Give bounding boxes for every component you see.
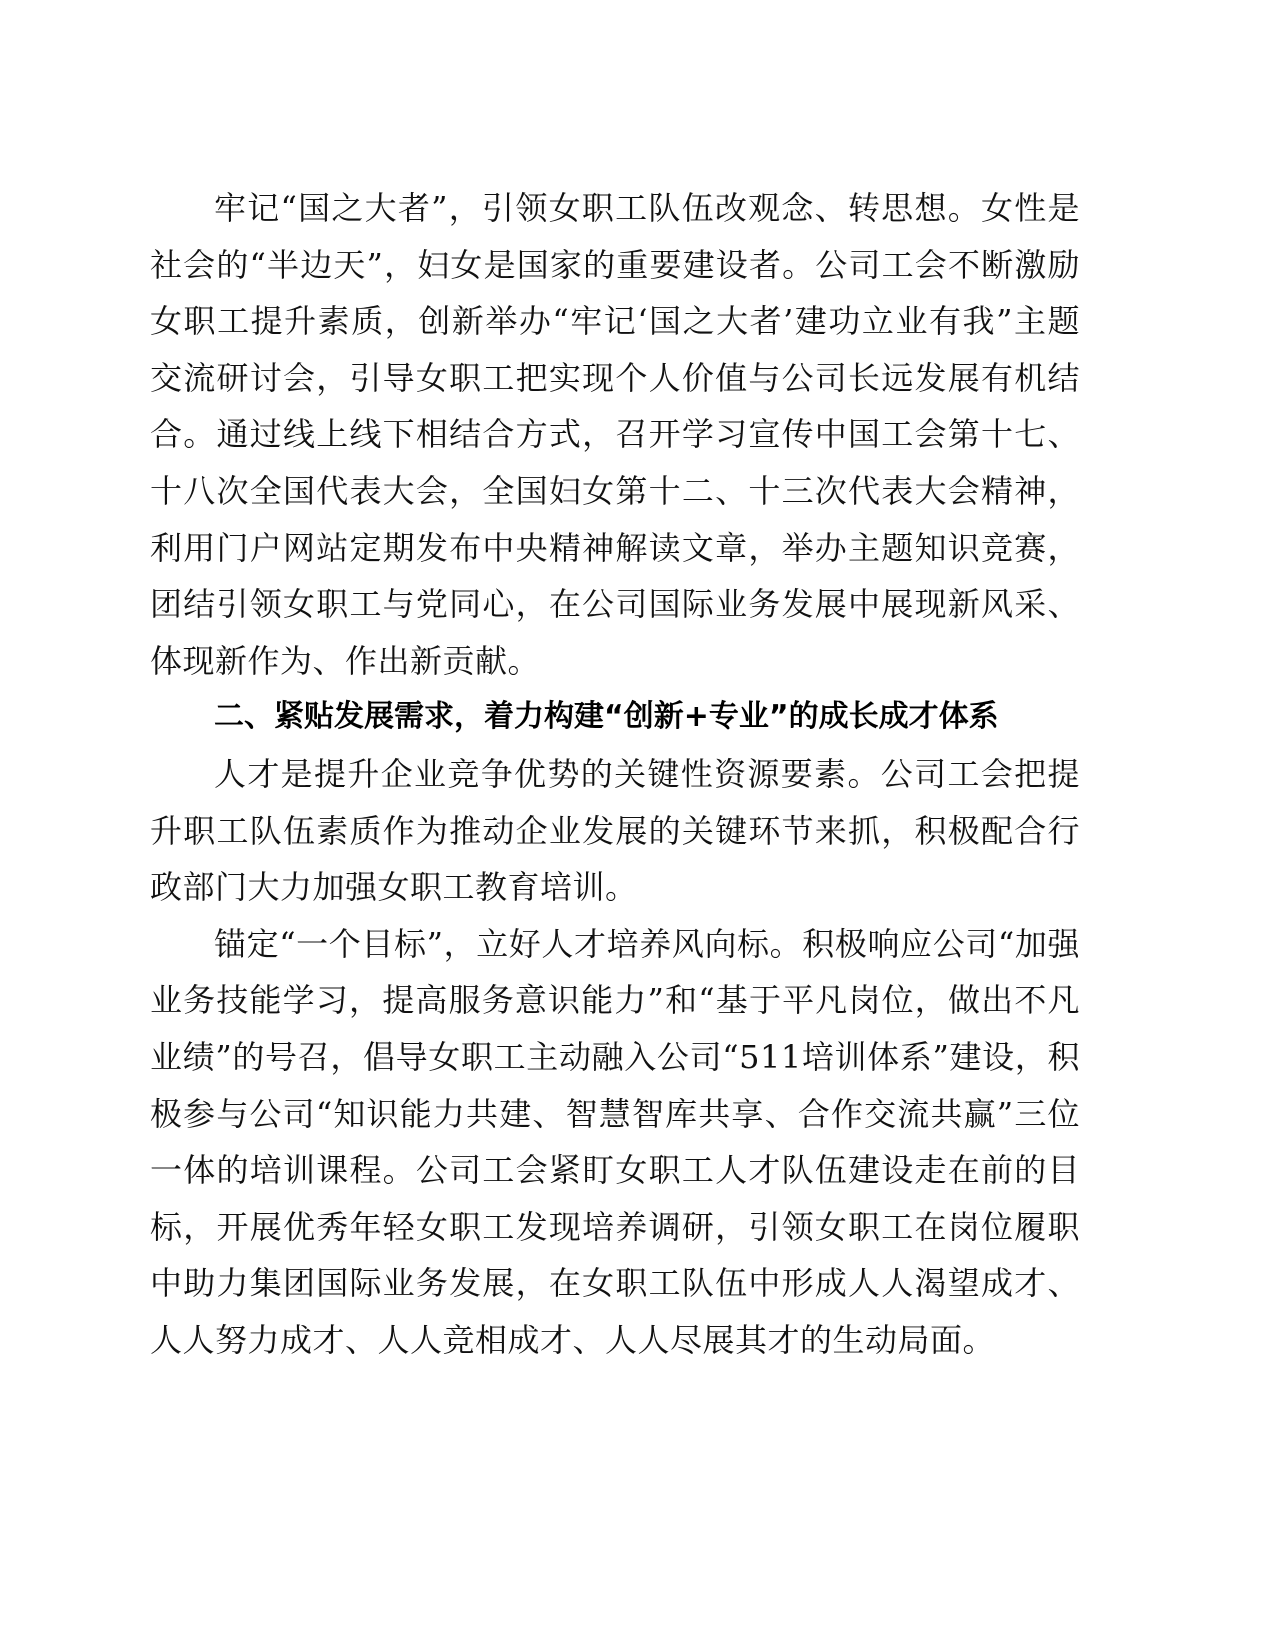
paragraph-training-goal: 锚定“一个目标”，立好人才培养风向标。积极响应公司“加强业务技能学习，提高服务意识能力”和“基于平凡岗位，做出不凡业绩”的号召，倡导女职工主动融入公司“511培训体系”建设，积极参与公司“知识能力共建、智慧智库共享、合作交流共赢”三位一体的培训课程。公司工会紧盯女职工人才队伍建设走在前的目标，开展优秀年轻女职工发现培养调研，引领女职工在岗位履职中助力集团国际业务发展，在女职工队伍中形成人人渴望成才、人人努力成才、人人竞相成才、人人尽展其才的生动局面。 — [150, 924, 1080, 1359]
document-body — [150, 180, 1080, 1368]
section-heading-2: 二、紧贴发展需求，着力构建“创新+专业”的成长成才体系 — [214, 699, 999, 735]
paragraph-talent-intro: 人才是提升企业竞争优势的关键性资源要素。公司工会把提升职工队伍素质作为推动企业发展的关键环节来抓，积极配合行政部门大力加强女职工教育培训。 — [150, 754, 1080, 907]
paragraph-party-guidance: 牢记“国之大者”，引领女职工队伍改观念、转思想。女性是社会的“半边天”，妇女是国家的重要建设者。公司工会不断激励女职工提升素质，创新举办“牢记‘国之大者’建功立业有我”主题交流研讨会，引导女职工把实现个人价值与公司长远发展有机结合。通过线上线下相结合方式，召开学习宣传中国工会第十七、十八次全国代表大会，全国妇女第十二、十三次代表大会精神，利用门户网站定期发布中央精神解读文章，举办主题知识竞赛，团结引领女职工与党同心，在公司国际业务发展中展现新风采、体现新作为、作出新贡献。 — [150, 189, 1080, 680]
